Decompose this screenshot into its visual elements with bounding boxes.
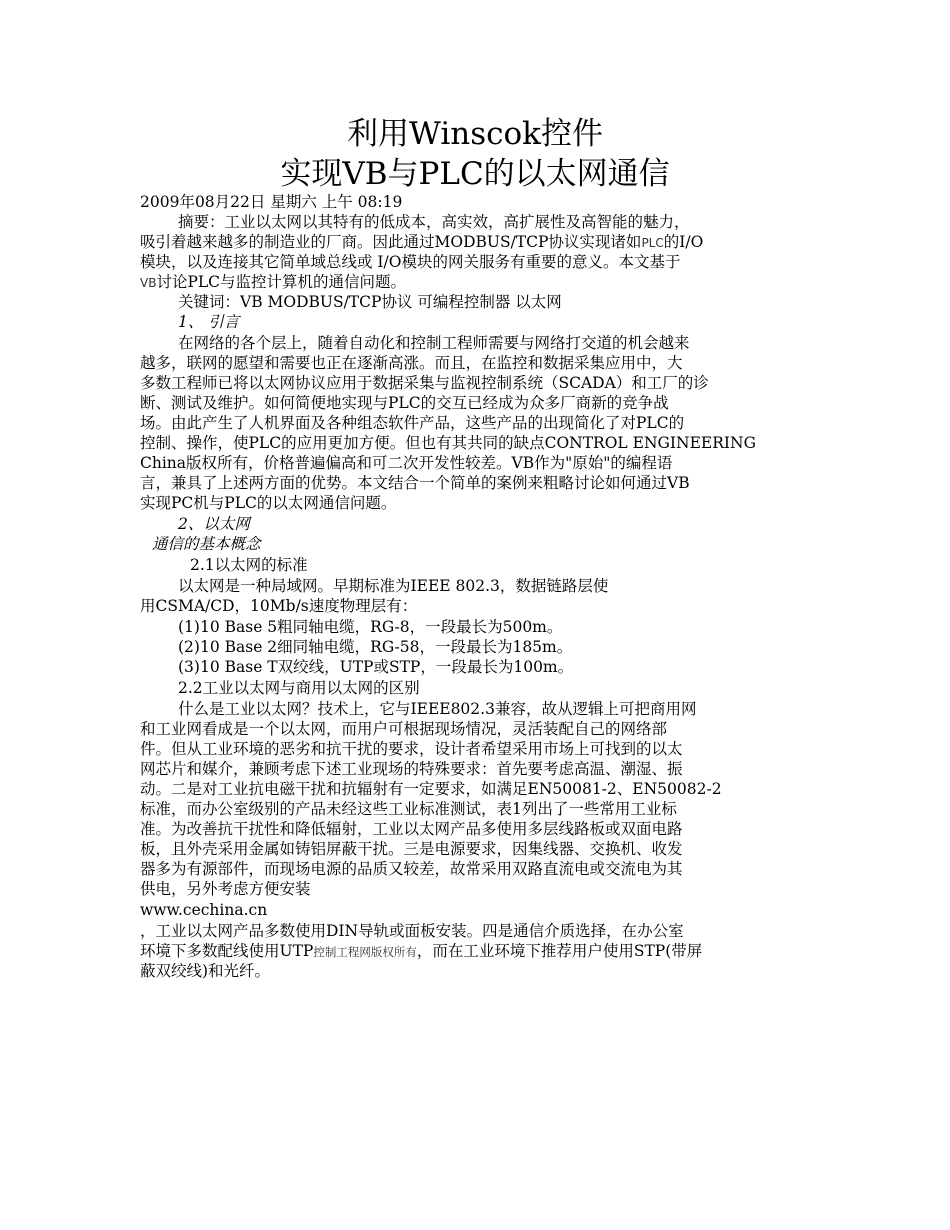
paragraph-line: 和工业网看成是一个以太网，而用户可根据现场情况，灵活装配自己的网络部 — [140, 720, 668, 738]
section-1-heading: 1、 引言 — [178, 313, 240, 331]
title-line-2: 实现VB与PLC的以太网通信 — [280, 156, 670, 192]
paragraph-line: 器多为有源部件，而现场电源的品质又较差，故常采用双路直流电或交流电为其 — [140, 860, 683, 878]
site-url: www.cechina.cn — [140, 901, 268, 919]
abstract-line: 模块，以及连接其它简单域总线或 I/O模块的网关服务有重要的意义。本文基于 — [140, 253, 681, 271]
paragraph-line: 什么是工业以太网？技术上，它与IEEE802.3兼容，故从逻辑上可把商用网 — [178, 700, 697, 718]
paragraph-line: 标准，而办公室级别的产品未经这些工业标准测试，表1列出了一些常用工业标 — [140, 800, 677, 818]
paragraph-line: 蔽双绞线)和光纤。 — [140, 962, 271, 980]
abstract-line: 摘要：工业以太网以其特有的低成本，高实效，高扩展性及高智能的魅力， — [178, 213, 690, 231]
post-date: 2009年08月22日 星期六 上午 08:19 — [140, 193, 403, 211]
list-item: (3)10 Base T双绞线，UTP或STP，一段最长为100m。 — [178, 658, 574, 676]
paragraph-line: 件。但从工业环境的恶劣和抗干扰的要求，设计者希望采用市场上可找到的以太 — [140, 740, 683, 758]
list-item: (2)10 Base 2细同轴电缆，RG-58，一段最长为185m。 — [178, 638, 573, 656]
abstract-text: 吸引着越来越多的制造业的厂商。因此通过MODBUS/TCP协议实现诸如 — [140, 233, 642, 251]
abstract-text: 讨论PLC与监控计算机的通信问题。 — [156, 273, 407, 291]
paragraph-line: 越多，联网的愿望和需要也正在逐渐高涨。而且，在监控和数据采集应用中，大 — [140, 354, 683, 372]
paragraph-line — [140, 941, 820, 962]
paragraph-line: 以太网是一种局域网。早期标准为IEEE 802.3，数据链路层使 — [178, 577, 609, 595]
title-line-1: 利用Winscok控件 — [347, 116, 603, 152]
abstract-line — [140, 232, 820, 253]
paragraph-line: 言，兼具了上述两方面的优势。本文结合一个简单的案例来粗略讨论如何通过VB — [140, 474, 690, 492]
copyright-mark: 控制工程网版权所有 — [313, 945, 417, 959]
abstract-line — [140, 272, 820, 293]
subsection-2-1-heading: 2.1以太网的标准 — [190, 556, 308, 574]
paragraph-line: 用CSMA/CD，10Mb/s速度物理层有： — [140, 597, 418, 615]
abstract-plc: PLC — [641, 236, 664, 250]
section-2-heading: 2、以太网 — [178, 515, 250, 533]
paragraph-line: 网芯片和媒介，兼顾考虑下述工业现场的特殊要求：首先要考虑高温、潮湿、振 — [140, 760, 683, 778]
paragraph-line: 实现PC机与PLC的以太网通信问题。 — [140, 494, 397, 512]
paragraph-line: ，工业以太网产品多数使用DIN导轨或面板安装。四是通信介质选择，在办公室 — [140, 922, 684, 940]
paragraph-line: China版权所有，价格普遍偏高和可二次开发性较差。VB作为"原始"的编程语 — [140, 454, 673, 472]
paragraph-line: 准。为改善抗干扰性和降低辐射，工业以太网产品多使用多层线路板或双面电路 — [140, 820, 683, 838]
paragraph-line: 多数工程师已将以太网协议应用于数据采集与监视控制系统（SCADA）和工厂的诊 — [140, 374, 709, 392]
subsection-2-2-heading: 2.2工业以太网与商用以太网的区别 — [178, 679, 420, 697]
paragraph-text: 环境下多数配线使用UTP — [140, 942, 314, 960]
paragraph-line: 板，且外壳采用金属如铸铝屏蔽干扰。三是电源要求，因集线器、交换机、收发 — [140, 840, 683, 858]
keywords: 关键词：VB MODBUS/TCP协议 可编程控制器 以太网 — [178, 293, 562, 311]
paragraph-line: 场。由此产生了人机界面及各种组态软件产品，这些产品的出现简化了对PLC的 — [140, 414, 685, 432]
paragraph-line: 供电，另外考虑方便安装 — [140, 880, 311, 898]
paragraph-line: 动。二是对工业抗电磁干扰和抗辐射有一定要求，如满足EN50081-2、EN50082-2 — [140, 780, 722, 798]
paragraph-line: 控制、操作，使PLC的应用更加方便。但也有其共同的缺点CONTROL ENGINEERING — [140, 434, 756, 452]
paragraph-text: ，而在工业环境下推荐用户使用STP(带屏 — [416, 942, 703, 960]
abstract-vb: VB — [140, 276, 157, 290]
paragraph-line: 在网络的各个层上，随着自动化和控制工程师需要与网络打交道的机会越来 — [178, 334, 690, 352]
abstract-text: 的I/O — [663, 233, 704, 251]
section-2-heading-cont: 通信的基本概念 — [152, 535, 261, 553]
paragraph-line: 断、测试及维护。如何简便地实现与PLC的交互已经成为众多厂商新的竞争战 — [140, 394, 669, 412]
list-item: (1)10 Base 5粗同轴电缆，RG-8，一段最长为500m。 — [178, 618, 563, 636]
